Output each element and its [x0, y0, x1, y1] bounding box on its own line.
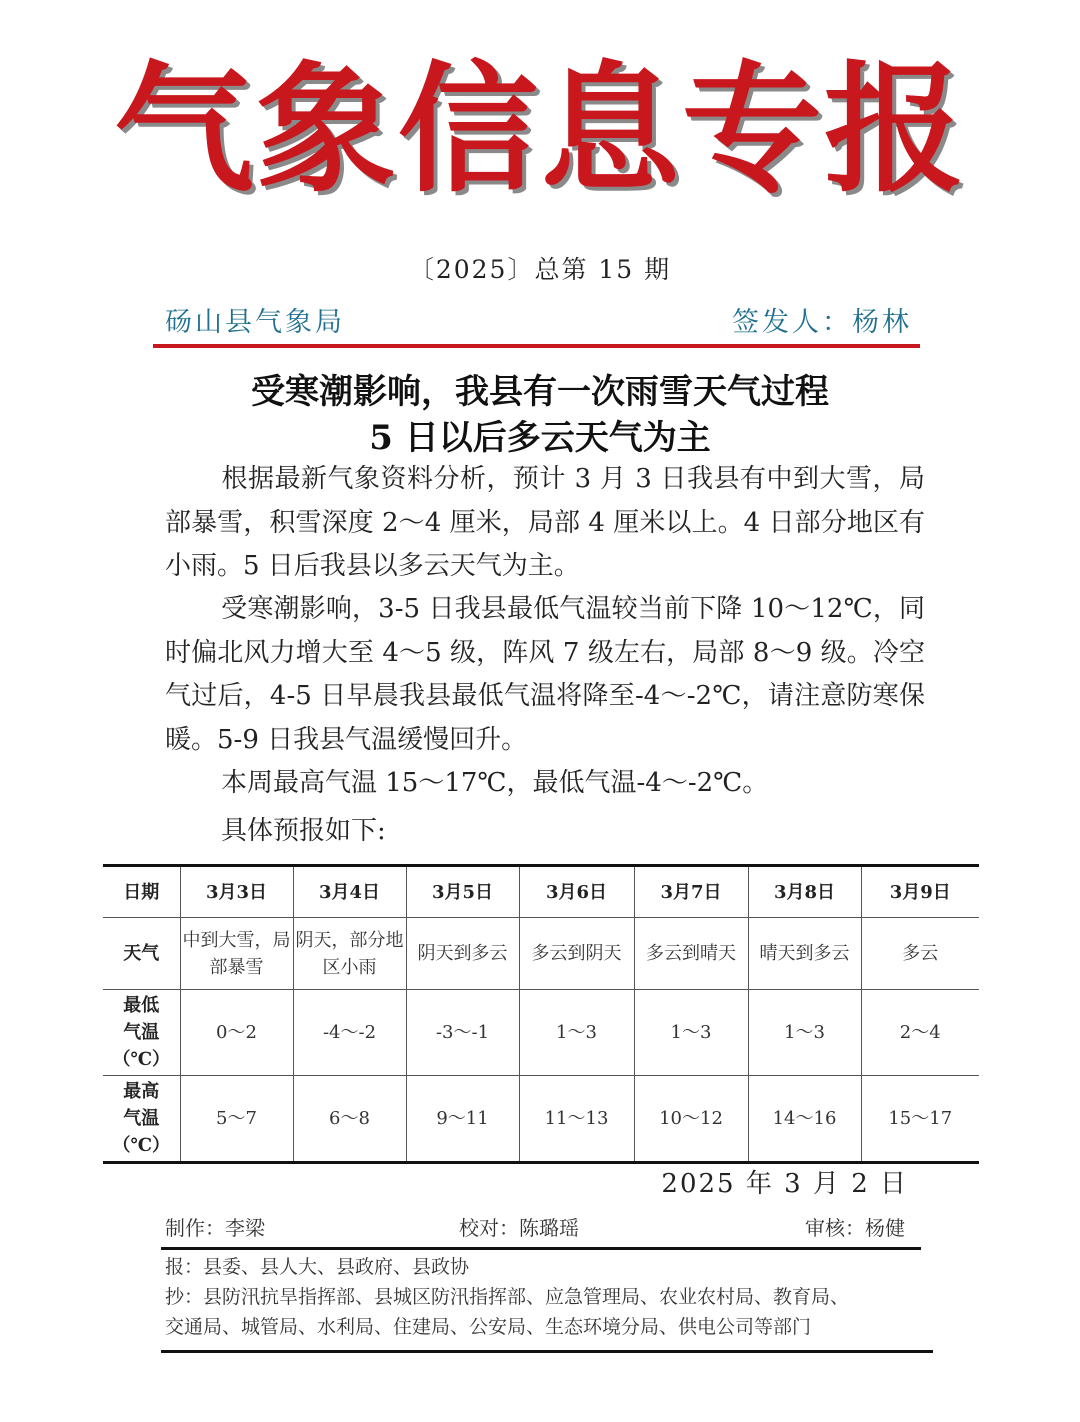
date-cell: 3月6日	[519, 866, 634, 918]
headline-line-1: 受寒潮影响，我县有一次雨雪天气过程	[251, 372, 829, 412]
date-cell: 3月5日	[406, 866, 519, 918]
row-header-line: （℃）	[112, 1049, 171, 1070]
date-row	[103, 866, 979, 918]
issuer-signature: 签发人：杨林	[732, 307, 912, 338]
row-header-high-temp	[103, 1076, 180, 1163]
weather-cell: 中到大雪，局部暴雪	[180, 918, 293, 990]
low-temp-cell: -3～-1	[406, 990, 519, 1076]
weather-row	[103, 918, 979, 990]
low-temp-cell: 1～3	[634, 990, 748, 1076]
distribution-bottom-rule	[161, 1350, 933, 1353]
low-temp-row	[103, 990, 979, 1076]
headline-line-2: 5 日以后多云天气为主	[369, 418, 711, 458]
row-header-low-temp	[103, 990, 180, 1076]
row-header-line: 最低	[123, 995, 160, 1016]
paragraph-2: 受寒潮影响，3-5 日我县最低气温较当前下降 10～12℃，同时偏北风力增大至 4～5 级，阵风 7 级左右，局部 8～9 级。冷空气过后，4-5 日早晨我县最低气温将降至-4～-2℃，请注意防寒保暖。5-9 日我县气温缓慢回升。	[165, 594, 925, 755]
low-temp-cell: -4～-2	[293, 990, 406, 1076]
issue-date: 2025 年 3 月 2 日	[661, 1169, 908, 1199]
producer: 制作：李梁	[165, 1216, 265, 1240]
date-cell: 3月7日	[634, 866, 748, 918]
high-temp-cell: 14～16	[748, 1076, 861, 1163]
low-temp-cell: 1～3	[748, 990, 861, 1076]
high-temp-row	[103, 1076, 979, 1163]
row-header-line: 最高	[123, 1081, 160, 1102]
row-header-date: 日期	[103, 866, 180, 918]
weather-cell: 多云到晴天	[634, 918, 748, 990]
high-temp-cell: 5～7	[180, 1076, 293, 1163]
date-cell: 3月9日	[861, 866, 979, 918]
high-temp-cell: 10～12	[634, 1076, 748, 1163]
weather-cell: 阴天，部分地区小雨	[293, 918, 406, 990]
distribution-top-rule	[161, 1247, 921, 1250]
high-temp-cell: 6～8	[293, 1076, 406, 1163]
paragraph-3: 本周最高气温 15～17℃，最低气温-4～-2℃。	[221, 768, 769, 798]
forecast-table	[103, 864, 979, 1164]
proofreader: 校对：陈璐瑶	[459, 1216, 579, 1240]
date-cell: 3月8日	[748, 866, 861, 918]
date-cell: 3月3日	[180, 866, 293, 918]
copy-to-line-1: 抄：县防汛抗旱指挥部、县城区防汛指挥部、应急管理局、农业农村局、教育局、	[165, 1286, 850, 1308]
reviewer: 审核：杨健	[805, 1216, 905, 1240]
row-header-line: 气温	[123, 1108, 160, 1129]
paragraph-1: 根据最新气象资料分析，预计 3 月 3 日我县有中到大雪，局部暴雪，积雪深度 2～4 厘米，局部 4 厘米以上。4 日部分地区有小雨。5 日后我县以多云天气为主。	[165, 464, 925, 581]
high-temp-cell: 15～17	[861, 1076, 979, 1163]
masthead-title: 气象信息专报	[113, 48, 966, 212]
weather-cell: 多云	[861, 918, 979, 990]
weather-cell: 阴天到多云	[406, 918, 519, 990]
report-to: 报：县委、县人大、县政府、县政协	[165, 1256, 470, 1278]
high-temp-cell: 9～11	[406, 1076, 519, 1163]
issuing-agency: 砀山县气象局	[165, 307, 345, 338]
red-divider	[153, 344, 920, 348]
paragraph-4: 具体预报如下:	[221, 816, 386, 846]
low-temp-cell: 2～4	[861, 990, 979, 1076]
row-header-line: （℃）	[112, 1135, 171, 1156]
high-temp-cell: 11～13	[519, 1076, 634, 1163]
row-header-weather: 天气	[103, 918, 180, 990]
weather-cell: 多云到阴天	[519, 918, 634, 990]
low-temp-cell: 1～3	[519, 990, 634, 1076]
credits-line	[165, 1212, 905, 1244]
issue-number: 〔2025〕总第 15 期	[408, 255, 672, 284]
row-header-line: 气温	[123, 1022, 160, 1043]
copy-to-line-2: 交通局、城管局、水利局、住建局、公安局、生态环境分局、供电公司等部门	[165, 1316, 812, 1338]
low-temp-cell: 0～2	[180, 990, 293, 1076]
date-cell: 3月4日	[293, 866, 406, 918]
weather-cell: 晴天到多云	[748, 918, 861, 990]
